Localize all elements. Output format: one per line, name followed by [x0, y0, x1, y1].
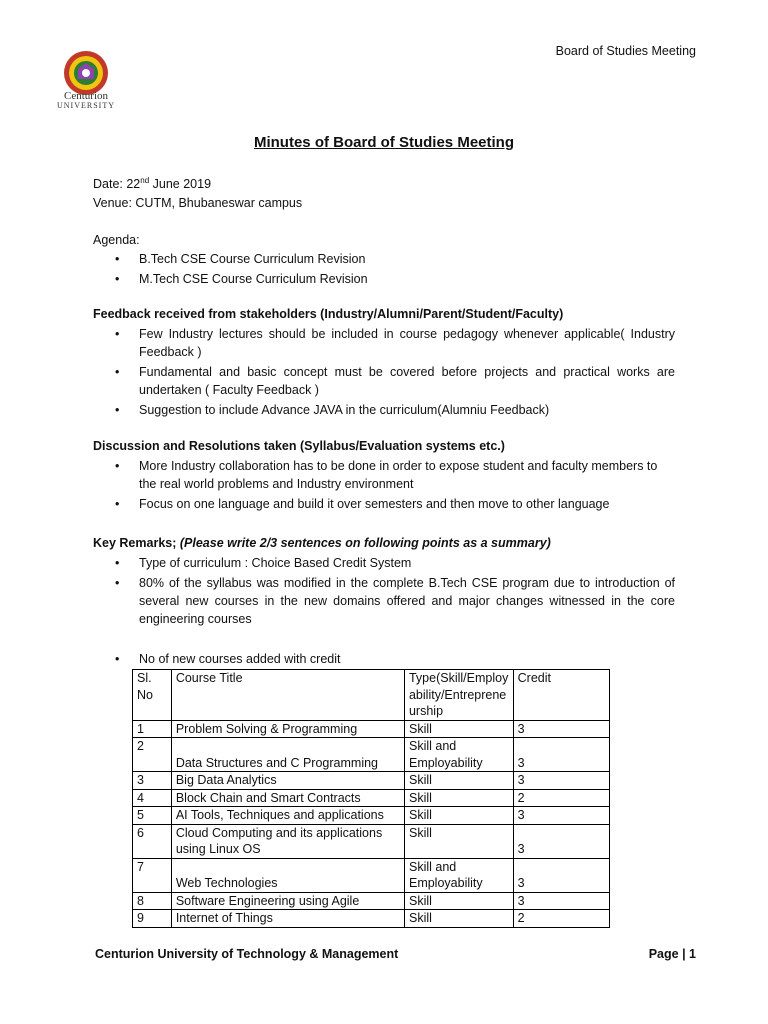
- cell-type: Skill: [404, 789, 513, 807]
- header-cell: Credit: [513, 670, 609, 721]
- header-cell: Type(Skill/Employability/Entrepreneurship: [404, 670, 513, 721]
- table-row: [133, 789, 610, 807]
- cell-type: Skill and Employability: [404, 858, 513, 892]
- courses-table: [132, 669, 610, 928]
- agenda-item: • B.Tech CSE Course Curriculum Revision: [115, 250, 675, 268]
- table-row: [133, 738, 610, 772]
- remarks-heading: Key Remarks; (Please write 2/3 sentences on following points as a summary): [93, 536, 551, 550]
- table-row: [133, 824, 610, 858]
- agenda-item: • M.Tech CSE Course Curriculum Revision: [115, 270, 675, 288]
- cell-credit: 3: [513, 720, 609, 738]
- cell-type: Skill and Employability: [404, 738, 513, 772]
- footer-institution: Centurion University of Technology & Management: [95, 947, 399, 961]
- agenda-list: [115, 250, 675, 288]
- remark-item: • 80% of the syllabus was modified in the complete B.Tech CSE program due to introduction of several new courses in the new domains offered and major changes witnessed in the core engineering courses: [115, 574, 675, 628]
- cell-sl: 4: [133, 789, 172, 807]
- cell-credit: 3: [513, 892, 609, 910]
- header-title: Board of Studies Meeting: [555, 44, 696, 58]
- table-row: [133, 910, 610, 928]
- cell-sl: 5: [133, 807, 172, 825]
- cell-title: Web Technologies: [171, 858, 404, 892]
- agenda-heading: Agenda:: [93, 233, 140, 247]
- cell-credit: 3: [513, 824, 609, 858]
- cell-credit: 3: [513, 807, 609, 825]
- table-row: [133, 772, 610, 790]
- feedback-heading: Feedback received from stakeholders (Industry/Alumni/Parent/Student/Faculty): [93, 307, 564, 321]
- remark-item: • Type of curriculum : Choice Based Credit System: [115, 554, 675, 572]
- meeting-venue: Venue: CUTM, Bhubaneswar campus: [93, 196, 303, 210]
- feedback-item: • Suggestion to include Advance JAVA in the curriculum(Alumniu Feedback): [115, 401, 675, 419]
- table-row: [133, 892, 610, 910]
- cell-type: Skill: [404, 824, 513, 858]
- header-cell: Sl. No: [133, 670, 172, 721]
- table-header-row: [133, 670, 610, 721]
- cell-type: Skill: [404, 772, 513, 790]
- cell-sl: 2: [133, 738, 172, 772]
- cell-sl: 6: [133, 824, 172, 858]
- table-row: [133, 807, 610, 825]
- cell-credit: 3: [513, 738, 609, 772]
- table-row: [133, 858, 610, 892]
- remarks-list: [115, 554, 675, 628]
- cell-title: Data Structures and C Programming: [171, 738, 404, 772]
- feedback-item: • Fundamental and basic concept must be covered before projects and practical works are undertaken ( Faculty Feedback ): [115, 363, 675, 399]
- footer-page-number: Page | 1: [648, 947, 696, 961]
- cell-title: Problem Solving & Programming: [171, 720, 404, 738]
- cell-sl: 8: [133, 892, 172, 910]
- table-intro: • No of new courses added with credit: [115, 650, 675, 668]
- cell-credit: 2: [513, 910, 609, 928]
- cell-title: Software Engineering using Agile: [171, 892, 404, 910]
- cell-sl: 3: [133, 772, 172, 790]
- discussion-item: • More Industry collaboration has to be done in order to expose student and faculty members to the real world problems and Industry environment: [115, 457, 675, 493]
- discussion-list: [115, 457, 675, 513]
- cell-title: Internet of Things: [171, 910, 404, 928]
- cell-credit: 3: [513, 772, 609, 790]
- table-row: [133, 720, 610, 738]
- logo-text-university: UNIVERSITY: [57, 101, 115, 110]
- discussion-heading: Discussion and Resolutions taken (Syllabus/Evaluation systems etc.): [93, 439, 505, 453]
- document-title: Minutes of Board of Studies Meeting: [253, 134, 514, 151]
- cell-type: Skill: [404, 892, 513, 910]
- cell-title: AI Tools, Techniques and applications: [171, 807, 404, 825]
- logo-text-name: Centurion: [64, 90, 108, 102]
- cell-title: Cloud Computing and its applications using Linux OS: [171, 824, 404, 858]
- header-cell: Course Title: [171, 670, 404, 721]
- feedback-item: • Few Industry lectures should be included in course pedagogy whenever applicable( Industry Feedback ): [115, 325, 675, 361]
- cell-sl: 9: [133, 910, 172, 928]
- discussion-item: • Focus on one language and build it over semesters and then move to other language: [115, 495, 675, 513]
- meeting-date: Date: 22nd June 2019: [93, 176, 212, 192]
- cell-sl: 7: [133, 858, 172, 892]
- cell-type: Skill: [404, 807, 513, 825]
- cell-credit: 3: [513, 858, 609, 892]
- cell-type: Skill: [404, 910, 513, 928]
- cell-credit: 2: [513, 789, 609, 807]
- cell-title: Big Data Analytics: [171, 772, 404, 790]
- cell-type: Skill: [404, 720, 513, 738]
- cell-sl: 1: [133, 720, 172, 738]
- feedback-list: [115, 325, 675, 419]
- cell-title: Block Chain and Smart Contracts: [171, 789, 404, 807]
